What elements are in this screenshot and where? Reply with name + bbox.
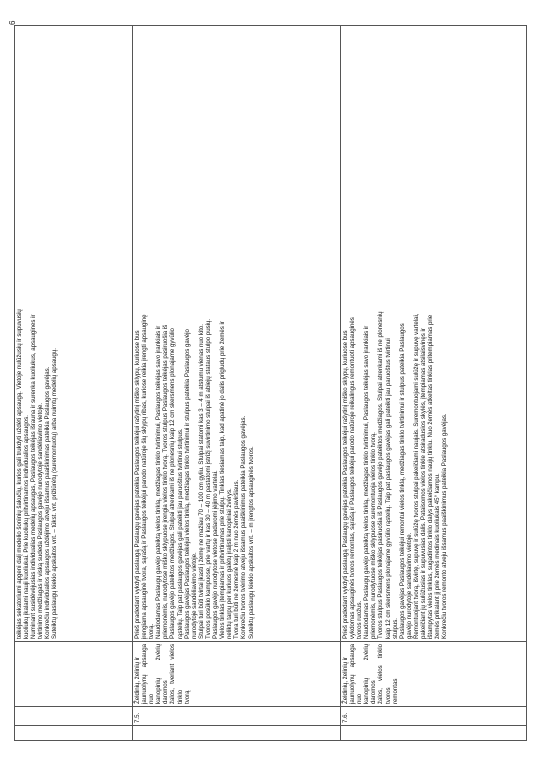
- description-line: Naudodamas Paslaugų gavėjo pateiktą vielos tinklą, medžiagas tinklo tvirtinimui, Paslaugos teikėjas savo įrankiais ir: [363, 325, 371, 639]
- row-number: [15, 707, 133, 726]
- description-line: kaip 12 cm skersmens plonajame gyvūlio rąstelių. Taip pat paslaugos gavėjas gali pateikti jau paruoštus tvirtinui: [384, 338, 392, 639]
- description-line: Konkrečiu individualios apsaugos uždėjimo atveju išsamus paaiškinimas pateikia Paslaugos gavėjas.: [44, 366, 52, 639]
- description-line: Stulpai turi būti tvirtai įkasti į žemę ne mažiau 70 – 100 cm gyliu. Stulpai statomi kas 3 – 4 m atstumu vienas nuo kito.: [197, 324, 205, 639]
- description-line: Paslaugos gavėjo pateiktos medžiagos. Stulpai atrenkami iš ne plonesnių kaip 12 cm skersmens plonajame gyvūlio: [169, 328, 177, 639]
- service-name-line: jaunuolynų apsauga nuo: [349, 644, 364, 704]
- description-line: žemės prikalant jį prie žemės medinais kuoliukais 45° kampu.: [434, 473, 442, 639]
- service-name-line: remontas: [391, 678, 399, 704]
- description-line: Paslaugos gavėjo nurodytose vietose padaromi įėjimo vartelai.: [212, 470, 220, 639]
- page-number: 6: [8, 20, 17, 25]
- service-description: [133, 26, 341, 642]
- description-line: gavėjo nurodytoje sandėliavimo vietoje.: [405, 532, 413, 639]
- description-line: stulpus.: [391, 617, 399, 639]
- description-line: Remontuojant tvorą, išvirtę, supuvę ir sulūžę tvoros stulpai pakeičiami naujais. Suremontuojami sulūžę ir supuvę vartelai,: [412, 313, 420, 639]
- description-line: Tvora turi būti ne žemesnė kaip 2 m nuo žemės paviršiaus.: [233, 479, 241, 639]
- description-line: Konkrečiu tvoros tvėrimo atveju išsamus paaiškinimus pateikia Paslaugos gavėjas.: [240, 415, 248, 639]
- description-line: Prieš pradedant vykdyti paslaugą Paslaugų gavėjas pateikia Paslaugos teikėjui rašytinį miško sklypų, kuriuose bus: [342, 330, 349, 639]
- description-line: Prieš pradedant vykdyti paslaugą Paslaugų gavėjas pateikia Paslaugos teikėjui rašytinį miško sklypų, kuriuose bus: [134, 330, 141, 639]
- empty-cell: [341, 726, 527, 741]
- description-line: Naudodamas Paslaugų gavėjo pateiktą vielos tinklą, medžiagas tinklo tvirtinimui, Paslaugos teikėjas savo įrankiais ir: [155, 325, 163, 639]
- description-line: pakeičiant jų sulūžusias ir supuvusias dalis. Pataisomos vielos tinkle atsiradusios skylės, įtempiamas atsilaisvinęs ir: [420, 328, 428, 639]
- description-line: tvoros ruožus.: [356, 600, 364, 639]
- table-row: [15, 26, 133, 741]
- description-line: Suteiktų paslaugų kiekio apskaitos vnt. – m įrengtos apsauginės tvoros.: [247, 446, 255, 639]
- description-line: neliktų tarpų per kuriuos galėtų įralįsti kanopiniai žvėrys.: [226, 488, 234, 639]
- description-line: Suteiktų paslaugų kiekio apskaitos vnt. – tūkst. vnt. prižiūrėtų (suremontuotų) arba nuimtų medelių apsaugų.: [51, 348, 59, 639]
- description-line: Paslaugos gavėjas Paslaugos teikėjui remontui vielos tinklą, medžiagas tinklo tvirtinimui ir stulpus pateikia Paslaugos: [398, 323, 406, 639]
- service-name-line: žalos, tveriant vielos tinklo: [169, 644, 184, 704]
- description-line: tvorą.: [148, 623, 156, 639]
- service-name: [15, 642, 133, 707]
- table-row: [341, 26, 527, 741]
- services-table: [14, 25, 527, 741]
- description-line: priemonėmis, nurodytuose miško sklypuose suremontuoja vielos tinklo tvorą.: [370, 432, 378, 639]
- empty-cell: [15, 726, 133, 741]
- service-description: [341, 26, 527, 642]
- description-line: Paslaugos gavėjas Paslaugos teikėjui vielos tinklą, medžiagas tinklo tvirtinimui ir stulpus pateikia Paslaugos gavėjo: [183, 329, 191, 639]
- service-name: [133, 642, 341, 707]
- service-name-line: tvorą: [183, 690, 191, 704]
- row-number: 7.6.: [341, 707, 527, 726]
- description-line: tvirtinimo medžiagas ir viską sudeda Paslaugos gavėjo nurodytoje sandėliavimo vietoje.: [37, 402, 45, 639]
- description-line: nurodytoje sandėliavimo vietoje.: [190, 552, 198, 639]
- empty-cell: [133, 726, 341, 741]
- description-line: priemonėmis, nurodytose miško sklypuose įrengia vielos tinklo tvorą. Tvoros stulpus Paslaugos teikėjas pasiruošia iš: [162, 324, 170, 639]
- description-line: Numinant susidėvėjusias individualias medelių apsaugas, Paslaugos teikėjas išrauna ir surenka kuoliukus, apsaugines ir: [30, 314, 38, 639]
- service-name-line: kanopinių žvėrių daromos: [363, 644, 378, 704]
- description-line: įrengiama apsauginė tvora, sąrašą ir Paslaugos teikėjui parodo natūroje šių sklypų ribas, kuriose reikia įrengti apsauginę: [141, 314, 149, 639]
- row-number: 7.5.: [133, 707, 341, 726]
- description-line: teikėjas sekatoriumi apgeni dalį medelio šoninių šakučių, kurios gali trukdyti uždėti apsaugą. Vietoje nulūžusių ir supuvusių: [16, 309, 23, 639]
- description-line: kuoliukų įkalami nauji kuoliukai. Prie kuoliukų pritvirtinamos individualios apsaugos.: [23, 415, 31, 639]
- description-line: Tvoros posūkio kampuose, prie vartų ir kas 30 – 40 m pastatomi įstrižį suvirtinimo stulpai iš abiejų stataus stulpo pusių.: [204, 318, 212, 639]
- description-line: rąstelių. Taip pat paslaugos gavėjas gali pateikti jau paruoštus tvirtinui stulpus.: [176, 428, 184, 639]
- service-name-line: žalos, vielos tinklo tvoros: [377, 644, 392, 704]
- service-name-line: kanopinių žvėrių daromos: [155, 644, 170, 704]
- description-line: ištampytas vielos tinklas, sugadintos tinklo dalys pakeičiamos naujų tinklu. Nuo žemės atkeltas tinklas pritempiamas prie: [427, 314, 435, 639]
- description-line: vykdomas apsauginės tvoros remontas, sąrašą ir Paslaugos teikėjui parodo natūroje reikalingus remontuoti apsauginės: [349, 317, 357, 639]
- table-row: [133, 26, 341, 741]
- service-name-line: jaunuolynų apsauga nuo: [141, 644, 156, 704]
- service-name-line: Želdinių, želinių ir: [134, 656, 141, 704]
- service-name: [341, 642, 527, 707]
- description-line: Vielos tinklas įtempiamas ir pritvirtinamas prie stulpų. Tinklas tiesiamas taip, kad apatinė jo dalis prigludų prie žemės ir: [219, 321, 227, 639]
- description-line: Konkrečiu tvoros remonto atveju išsamus paaiškinimus pateikia Paslaugos gavėjas.: [441, 413, 449, 639]
- service-name-line: Želdinių, želinių ir: [342, 656, 349, 704]
- service-description: [15, 26, 133, 642]
- description-line: Tvoros stulpus Paslaugos teikėjas pasiruošia iš Paslaugos gavėjo pateiktos medžiagos. Stulpai atrenkami iš ne plonesnių: [377, 311, 385, 639]
